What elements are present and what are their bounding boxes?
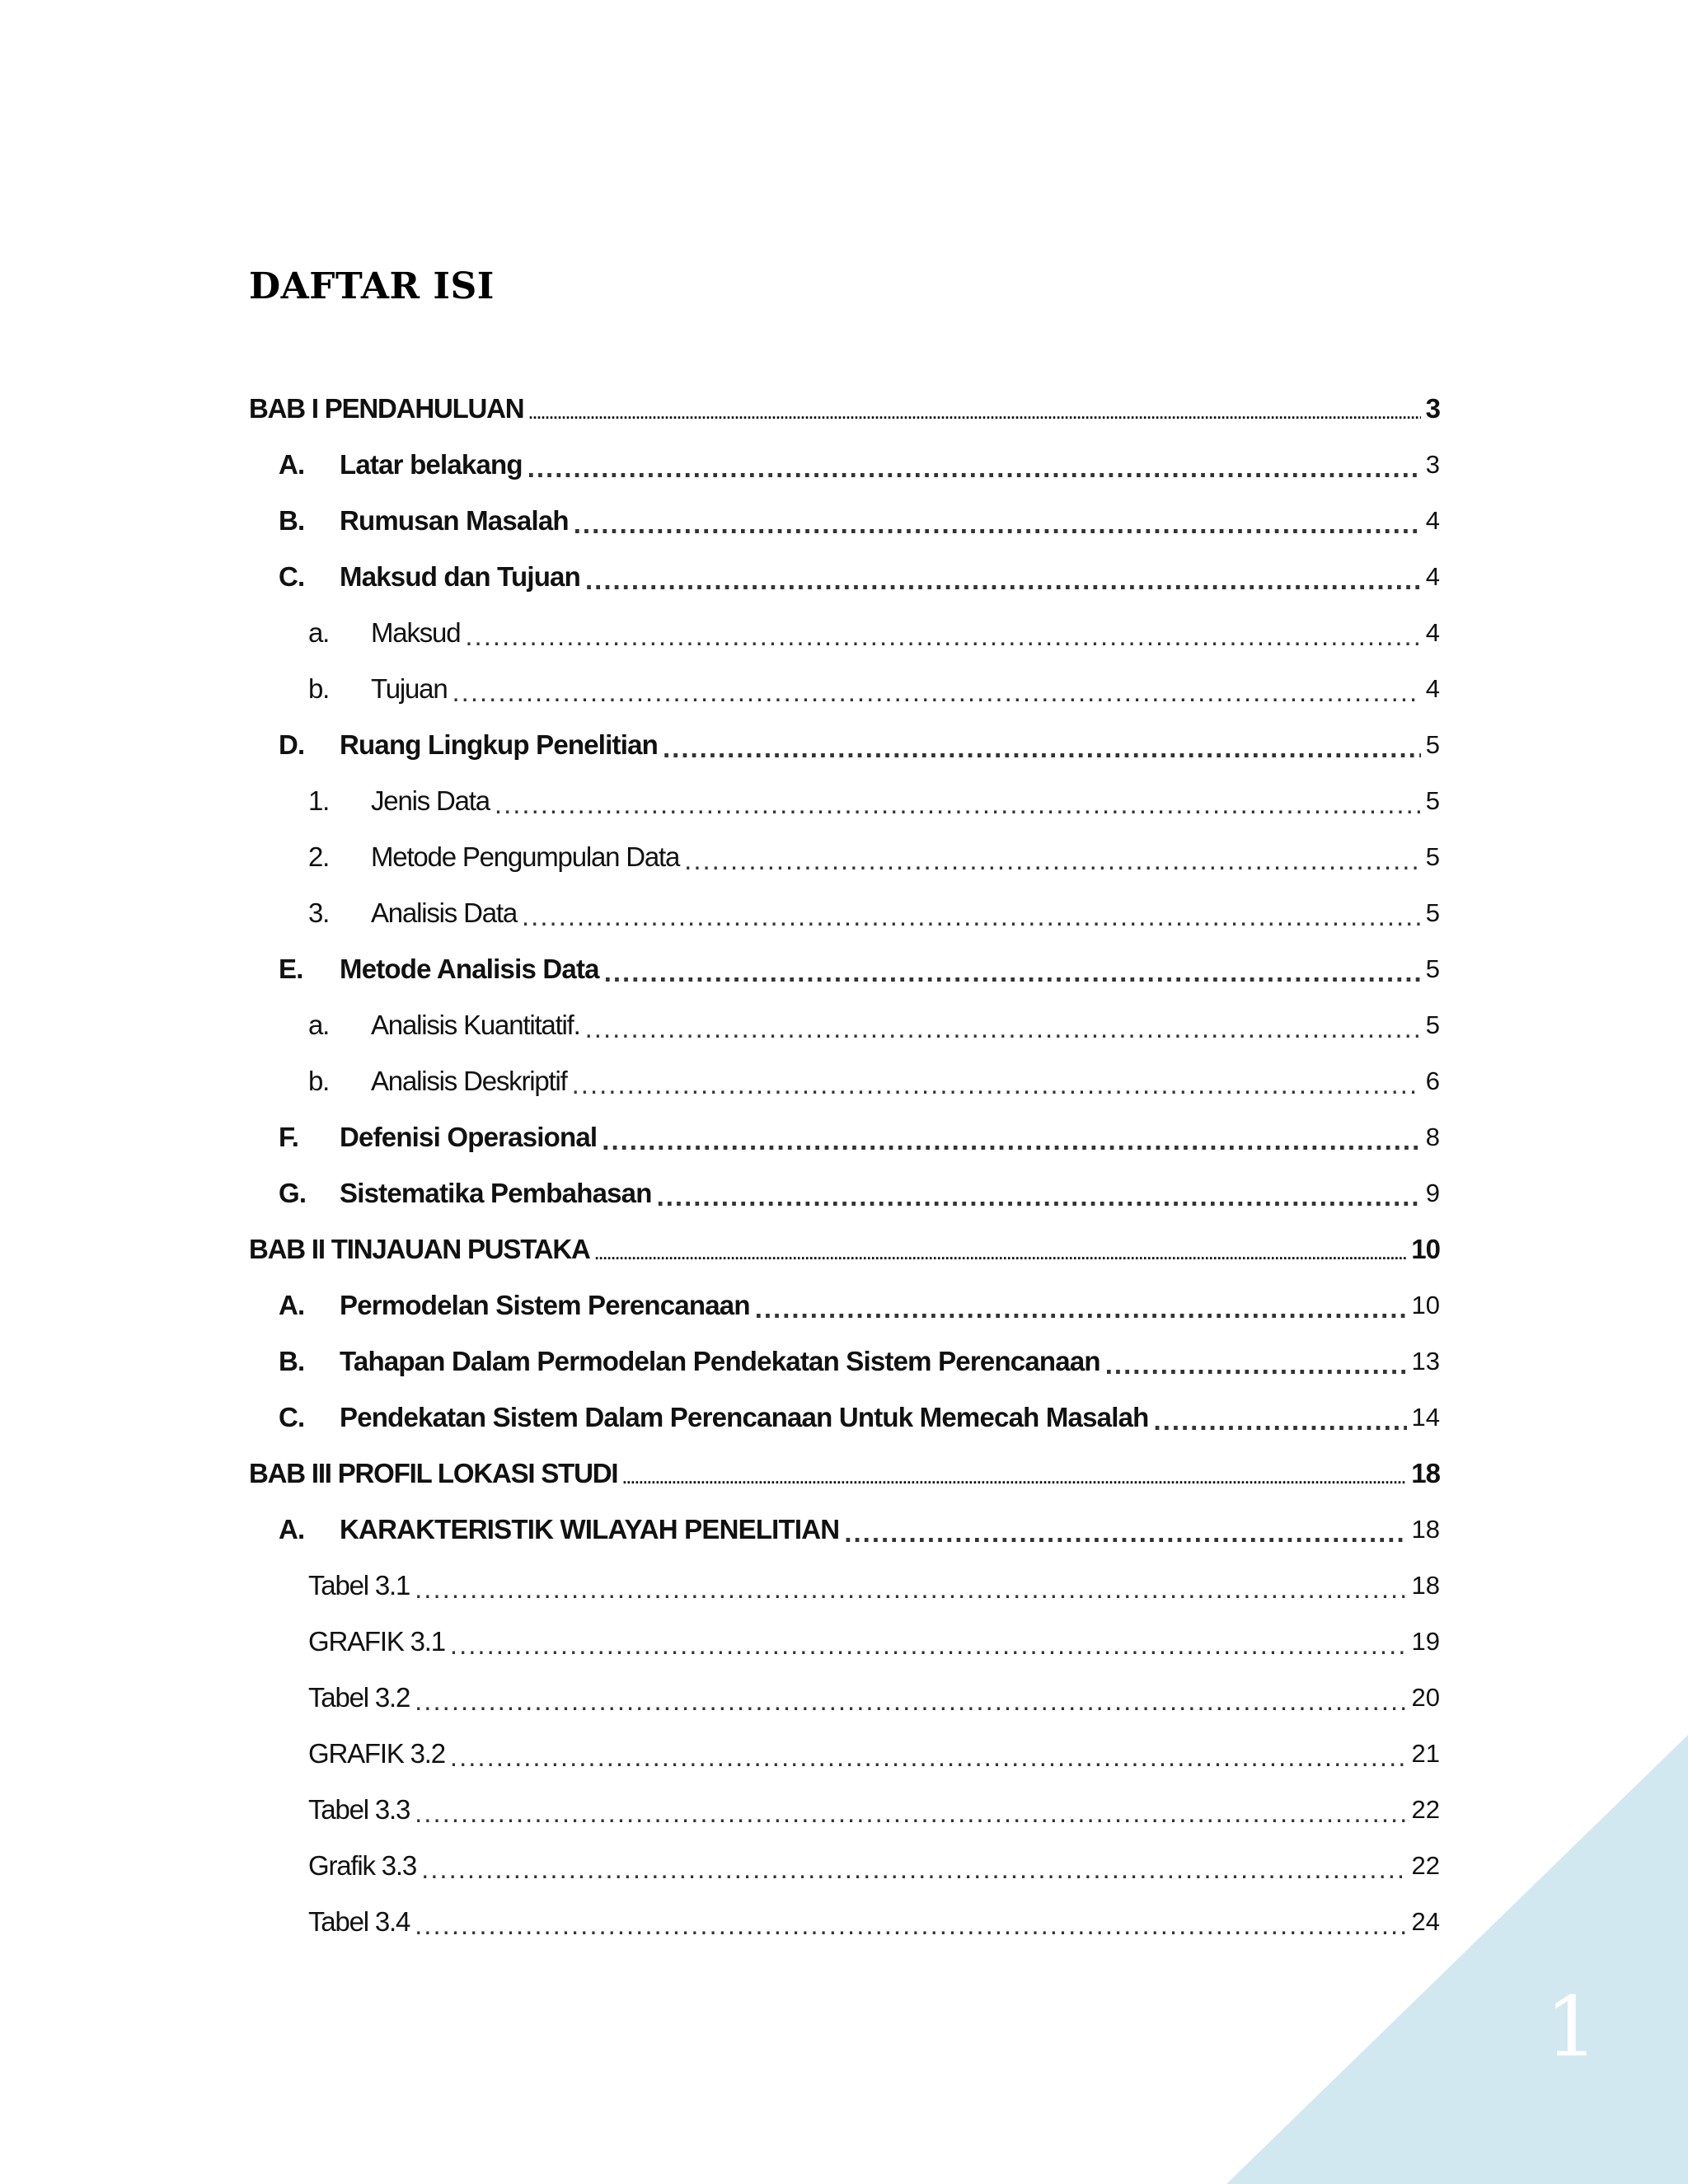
toc-entry-page: 18 (1411, 1515, 1440, 1544)
toc-entry-label: Analisis Data (371, 898, 517, 928)
dot-leader (528, 405, 1420, 423)
toc-entry-page: 5 (1425, 842, 1440, 871)
toc-entry-page: 19 (1411, 1627, 1440, 1656)
toc-entry-figure[interactable] (249, 1558, 1440, 1614)
toc-entry-page: 5 (1425, 1010, 1440, 1039)
dot-leader (574, 509, 1421, 540)
toc-entry-page: 3 (1425, 393, 1440, 424)
toc-entry-page: 10 (1411, 1291, 1440, 1319)
toc-entry-page: 22 (1411, 1795, 1440, 1824)
toc-entry-chapter[interactable] (249, 381, 1440, 437)
table-of-contents (249, 381, 1440, 1950)
toc-entry-section[interactable] (249, 1165, 1440, 1221)
toc-entry-marker: A. (279, 1290, 305, 1320)
toc-entry-page: 6 (1425, 1066, 1440, 1095)
page-number: 1 (1545, 1979, 1598, 2075)
dot-leader (684, 845, 1421, 876)
toc-entry-label: Sistematika Pembahasan (340, 1178, 652, 1208)
toc-entry-page: 4 (1425, 674, 1440, 703)
toc-entry-label: Permodelan Sistem Perencanaan (340, 1290, 750, 1320)
toc-entry-label: Jenis Data (371, 785, 490, 816)
toc-entry-label: Metode Analisis Data (340, 954, 599, 984)
toc-entry-page: 9 (1425, 1179, 1440, 1207)
toc-entry-label: BAB I PENDAHULUAN (249, 393, 524, 424)
toc-entry-label: Tabel 3.1 (308, 1570, 410, 1601)
dot-leader (604, 957, 1421, 988)
toc-entry-marker: 1. (308, 785, 330, 816)
toc-entry-section[interactable] (249, 1333, 1440, 1390)
toc-entry-label: Tabel 3.4 (308, 1906, 410, 1937)
toc-entry-label: Metode Pengumpulan Data (371, 841, 680, 872)
toc-entry-label: Tahapan Dalam Permodelan Pendekatan Sistem Perencanaan (340, 1346, 1100, 1376)
toc-entry-subsection[interactable] (249, 1053, 1440, 1109)
toc-entry-label: Latar belakang (340, 449, 523, 480)
dot-leader (522, 901, 1421, 932)
dot-leader (572, 1069, 1421, 1100)
toc-entry-label: Defenisi Operasional (340, 1122, 598, 1152)
toc-entry-page: 8 (1425, 1122, 1440, 1151)
toc-entry-label: Pendekatan Sistem Dalam Perencanaan Untuk Memecah Masalah (340, 1402, 1149, 1432)
dot-leader (755, 1293, 1407, 1324)
toc-entry-page: 5 (1425, 730, 1440, 759)
toc-entry-chapter[interactable] (249, 1221, 1440, 1277)
toc-entry-marker: b. (308, 673, 330, 704)
toc-entry-section[interactable] (249, 717, 1440, 773)
toc-entry-page: 4 (1425, 506, 1440, 535)
dot-leader (450, 1629, 1407, 1661)
toc-entry-label: Maksud dan Tujuan (340, 561, 580, 592)
dot-leader (415, 1685, 1406, 1717)
toc-entry-page: 14 (1411, 1403, 1440, 1432)
toc-entry-subsection[interactable] (249, 885, 1440, 941)
toc-entry-marker: G. (279, 1178, 307, 1208)
toc-entry-section[interactable] (249, 1502, 1440, 1558)
toc-entry-section[interactable] (249, 1277, 1440, 1333)
toc-entry-page: 5 (1425, 898, 1440, 927)
toc-entry-marker: a. (308, 1010, 330, 1040)
toc-entry-subsection[interactable] (249, 829, 1440, 885)
toc-entry-subsection[interactable] (249, 773, 1440, 829)
toc-entry-page: 13 (1411, 1347, 1440, 1376)
toc-entry-page: 20 (1411, 1683, 1440, 1712)
toc-entry-section[interactable] (249, 493, 1440, 549)
dot-leader (622, 1470, 1406, 1488)
toc-entry-label: Grafik 3.3 (308, 1850, 417, 1881)
toc-entry-figure[interactable] (249, 1614, 1440, 1670)
toc-entry-subsection[interactable] (249, 661, 1440, 717)
toc-entry-page: 10 (1411, 1234, 1440, 1264)
toc-entry-label: BAB II TINJAUAN PUSTAKA (249, 1234, 590, 1264)
toc-entry-marker: C. (279, 561, 305, 592)
toc-entry-section[interactable] (249, 941, 1440, 997)
toc-entry-section[interactable] (249, 549, 1440, 605)
corner-decoration (1226, 1735, 1688, 2184)
dot-leader (528, 452, 1421, 484)
toc-entry-page: 5 (1425, 954, 1440, 983)
dot-leader (585, 565, 1421, 596)
toc-entry-section[interactable] (249, 1109, 1440, 1165)
toc-entry-label: Analisis Kuantitatif. (371, 1010, 580, 1040)
toc-entry-page: 22 (1411, 1851, 1440, 1880)
toc-entry-marker: F. (279, 1122, 299, 1152)
dot-leader (495, 789, 1421, 820)
dot-leader (465, 621, 1420, 652)
dot-leader (844, 1517, 1406, 1549)
toc-entry-figure[interactable] (249, 1670, 1440, 1726)
dot-leader (657, 1181, 1421, 1212)
dot-leader (663, 733, 1421, 764)
toc-entry-marker: b. (308, 1066, 330, 1096)
toc-entry-label: GRAFIK 3.2 (308, 1738, 445, 1769)
toc-entry-label: Tabel 3.2 (308, 1682, 410, 1713)
toc-entry-marker: A. (279, 1514, 305, 1544)
toc-entry-subsection[interactable] (249, 997, 1440, 1053)
toc-entry-page: 5 (1425, 786, 1440, 815)
dot-leader (1153, 1405, 1406, 1436)
toc-entry-marker: B. (279, 505, 305, 536)
toc-entry-label: Analisis Deskriptif (371, 1066, 567, 1096)
dot-leader (1105, 1349, 1407, 1380)
toc-entry-label: Maksud (371, 617, 461, 648)
toc-entry-label: KARAKTERISTIK WILAYAH PENELITIAN (340, 1514, 840, 1544)
dot-leader (602, 1125, 1420, 1156)
toc-entry-marker: A. (279, 449, 305, 480)
toc-entry-section[interactable] (249, 1390, 1440, 1446)
dot-leader (595, 1246, 1407, 1263)
toc-entry-marker: D. (279, 729, 305, 760)
toc-entry-marker: C. (279, 1402, 305, 1432)
toc-entry-label: Tujuan (371, 673, 448, 704)
toc-entry-label: Ruang Lingkup Penelitian (340, 729, 658, 760)
toc-entry-label: Rumusan Masalah (340, 505, 569, 536)
toc-entry-page: 24 (1411, 1907, 1440, 1936)
toc-entry-label: GRAFIK 3.1 (308, 1626, 445, 1657)
dot-leader (415, 1573, 1406, 1605)
dot-leader (452, 677, 1420, 708)
toc-entry-subsection[interactable] (249, 605, 1440, 661)
toc-entry-page: 18 (1411, 1571, 1440, 1600)
toc-entry-page: 4 (1425, 618, 1440, 647)
dot-leader (585, 1013, 1421, 1044)
toc-entry-page: 4 (1425, 562, 1440, 591)
page-title: DAFTAR ISI (249, 265, 495, 307)
toc-entry-marker: 3. (308, 898, 330, 928)
toc-entry-label: BAB III PROFIL LOKASI STUDI (249, 1458, 618, 1488)
toc-entry-page: 21 (1411, 1739, 1440, 1768)
toc-entry-section[interactable] (249, 437, 1440, 493)
toc-entry-page: 3 (1425, 450, 1440, 479)
toc-entry-label: Tabel 3.3 (308, 1794, 410, 1825)
toc-entry-marker: B. (279, 1346, 305, 1376)
toc-entry-chapter[interactable] (249, 1446, 1440, 1502)
toc-entry-marker: E. (279, 954, 303, 984)
toc-entry-marker: 2. (308, 841, 330, 872)
toc-entry-page: 18 (1411, 1458, 1440, 1488)
toc-entry-marker: a. (308, 617, 330, 648)
